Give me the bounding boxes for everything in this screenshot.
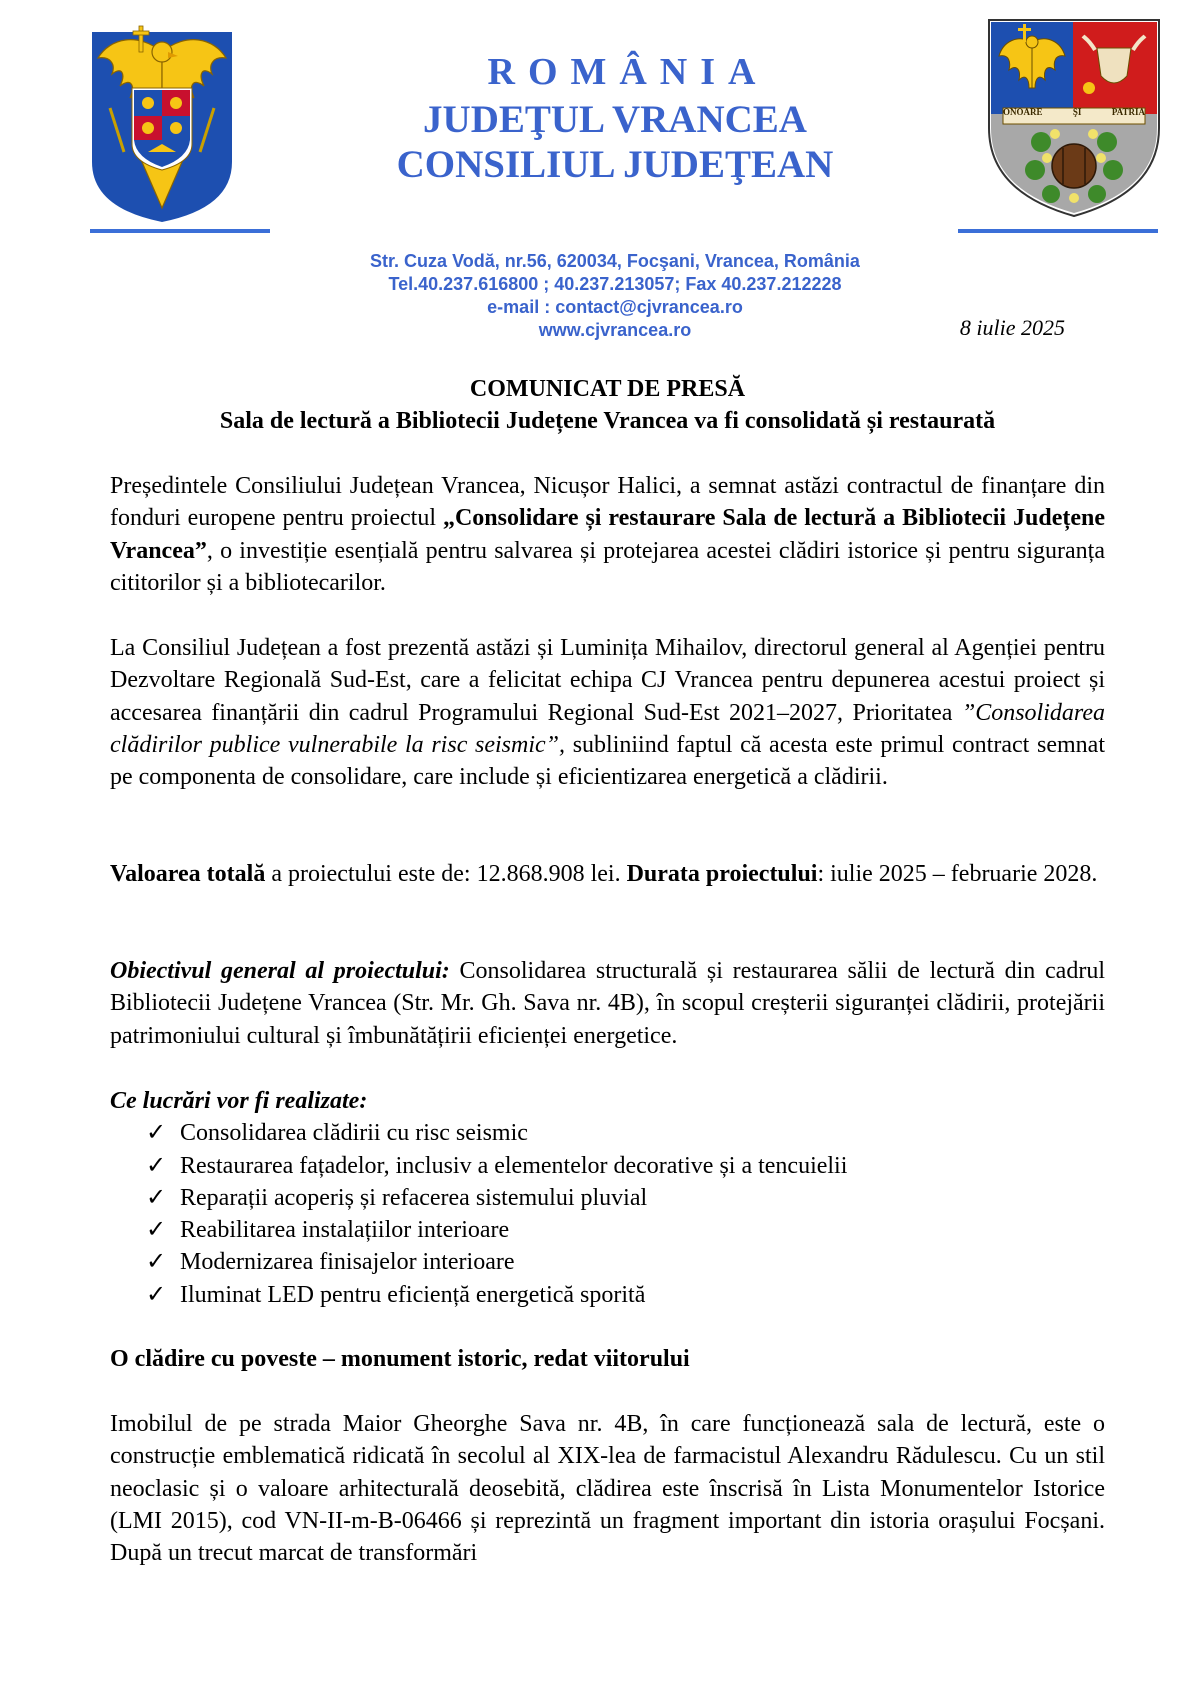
contact-website[interactable]: www.cjvrancea.ro [538, 320, 692, 340]
press-release-heading: COMUNICAT DE PRESĂ [469, 376, 746, 402]
crest-motto [1003, 107, 1145, 117]
checkmark-icon: ✓ [146, 1217, 167, 1244]
works-section [110, 1085, 1105, 1311]
p2-text-a: La Consiliul Județean a fost prezentă astăzi și Luminița Mihailov, directorul general al Agenției pentru Dezvoltare Regională Sud-Est, care a felicitat echipa CJ Vrancea pentru depunerea acestui proiect și accesarea finanțării din cadrul Programului Regional Sud-Est 2021–2027, Prioritatea [110, 635, 1105, 726]
crest-motto-right: PATRIA [1111, 107, 1145, 117]
history-text: Imobilul de pe strada Maior Gheorghe Sava nr. 4B, în care funcționează sala de lectură, este o construcție emblematică ridicată în secolul al XIX-lea de farmacistul Alexandru Rădulescu. Cu un stil neoclasic și o valoare arhitecturală deosebită, clădirea este înscrisă în Lista Monumentelor Istorice (LMI 2015), cod VN-II-m-B-06466 și reprezintă un fragment important din istoria orașului Focșani. După un trecut marcat de transformări [110, 1411, 1105, 1567]
release-date: 8 iulie 2025 [959, 315, 1065, 340]
paragraph-value-duration [110, 858, 1105, 890]
header-council: CONSILIUL JUDEŢEAN [396, 143, 834, 186]
objective-text: Consolidarea structurală și restaurarea sălii de lectură din cadrul Bibliotecii Județene Vrancea (Str. Mr. Gh. Sava nr. 4B), în scopul creșterii siguranței clădirii, protejării patrimoniului cultural și îmbunătățirii eficienței energetice. [110, 958, 1105, 1049]
works-list [110, 1117, 1105, 1311]
crest-motto-mid: ŞI [1072, 107, 1082, 117]
contact-email[interactable]: e-mail : contact@cjvrancea.ro [487, 297, 743, 317]
checkmark-icon: ✓ [146, 1152, 167, 1179]
list-item: ✓ Modernizarea finisajelor interioare [146, 1246, 1105, 1278]
contact-block [320, 250, 910, 342]
duration-label: Durata proiectului [626, 861, 818, 887]
paragraph-adr-visit [110, 632, 1105, 793]
p2-text-c: subliniind faptul că acesta este primul contract semnat pe componenta de consolidare, care include și eficientizarea energetică a clădirii. [110, 731, 1105, 791]
checkmark-icon: ✓ [146, 1184, 167, 1211]
list-item: ✓ Reparații acoperiș și refacerea sistemului pluvial [146, 1182, 1105, 1214]
list-item: ✓ Reabilitarea instalațiilor interioare [146, 1214, 1105, 1246]
list-item: ✓ Consolidarea clădirii cu risc seismic [146, 1117, 1105, 1149]
press-release-title-block [110, 373, 1105, 437]
p1-text-c: , o investiție esențială pentru salvarea și protejarea acestei clădiri istorice și pentru siguranța cititorilor și a bibliotecarilor. [110, 537, 1105, 596]
works-heading: Ce lucrări vor fi realizate: [110, 1088, 368, 1114]
header-county: JUDEŢUL VRANCEA [423, 98, 807, 141]
vrancea-county-coat-of-arms-icon [985, 16, 1163, 220]
header-country: ROMÂNIA [487, 51, 769, 93]
duration-text: : iulie 2025 – februarie 2028. [817, 861, 1098, 887]
contact-address: Str. Cuza Vodă, nr.56, 620034, Focşani, Vrancea, România [370, 251, 860, 271]
checkmark-icon: ✓ [146, 1281, 167, 1308]
total-value-text: a proiectului este de: 12.868.908 lei. [265, 861, 627, 887]
checkmark-icon: ✓ [146, 1120, 167, 1147]
section-heading-history: O clădire cu poveste – monument istoric, redat viitorului [110, 1346, 690, 1372]
press-release-subheading: Sala de lectură a Bibliotecii Județene Vrancea va fi consolidată și restaurată [219, 408, 996, 434]
paragraph-contract-signing [110, 470, 1105, 599]
list-item: ✓ Restaurarea fațadelor, inclusiv a elementelor decorative și a tencuielii [146, 1150, 1105, 1182]
paragraph-objective [110, 955, 1105, 1052]
crest-motto-left: ONOARE [1003, 107, 1043, 117]
p1-text-a: Președintele Consiliului Județean Vrancea, Nicușor Halici, a semnat astăzi contractul de finanțare din fonduri europene pentru proiectul [110, 473, 1105, 532]
header-rule-left [90, 229, 270, 233]
checkmark-icon: ✓ [146, 1249, 167, 1276]
objective-label: Obiectivul general al proiectului: [110, 958, 450, 984]
paragraph-history [110, 1408, 1105, 1569]
header-rule-right [958, 229, 1158, 233]
list-item: ✓ Iluminat LED pentru eficiență energetică sporită [146, 1279, 1105, 1311]
p2-priority-name: ”Consolidarea clădirilor publice vulnerabile la risc seismic”, [110, 699, 1105, 758]
p1-project-name: „Consolidare și restaurare Sala de lectură a Bibliotecii Județene Vrancea” [110, 505, 1105, 564]
total-value-label: Valoarea totală [110, 861, 266, 887]
romania-coat-of-arms-icon [88, 12, 236, 224]
contact-phone: Tel.40.237.616800 ; 40.237.213057; Fax 40.237.212228 [388, 274, 842, 294]
